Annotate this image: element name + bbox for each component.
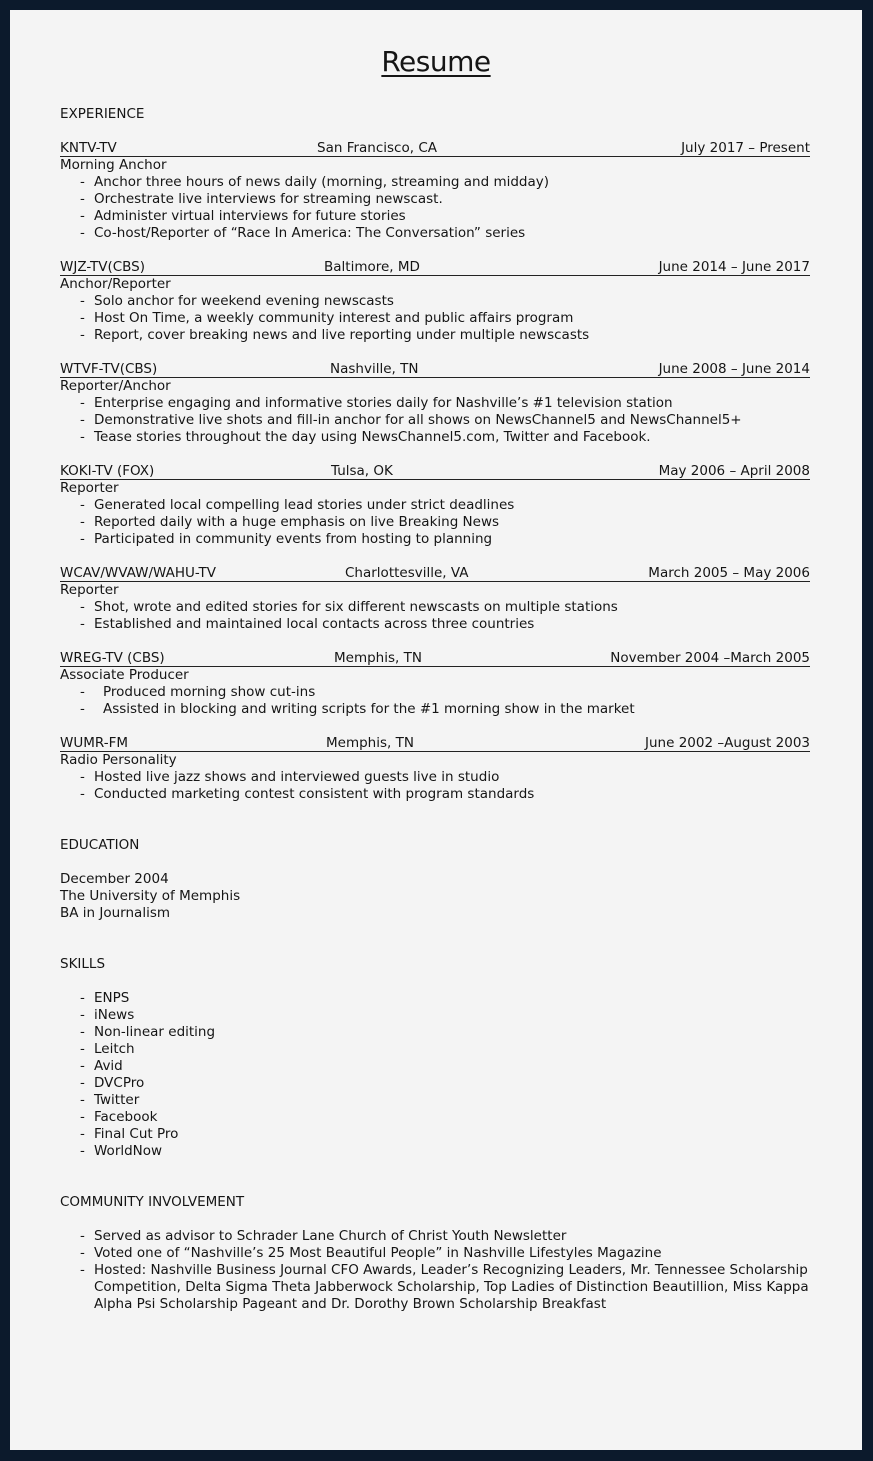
skill-item: - Facebook <box>80 1109 810 1126</box>
job-bullets <box>60 497 810 548</box>
job-entry <box>60 361 810 446</box>
job-header <box>60 565 810 582</box>
page-title: Resume <box>381 45 491 78</box>
list-item: - Report, cover breaking news and live reporting under multiple newscasts <box>80 327 810 344</box>
skill-item: - iNews <box>80 1007 810 1024</box>
job-entry <box>60 259 810 344</box>
list-item: - Conducted marketing contest consistent with program standards <box>80 786 810 803</box>
job-employer: WREG-TV (CBS) <box>60 650 165 666</box>
job-entry <box>60 650 810 718</box>
job-bullets <box>60 293 810 344</box>
job-header <box>60 259 810 276</box>
resume-content <box>60 106 810 1313</box>
job-location: Memphis, TN <box>334 650 422 666</box>
job-role: Anchor/Reporter <box>60 276 171 292</box>
job-header <box>60 463 810 480</box>
job-location: Memphis, TN <box>326 735 414 751</box>
community-item: - Hosted: Nashville Business Journal CFO Awards, Leader’s Recognizing Leaders, Mr. Tennessee Scholarship Competition, Delta Sigma Theta Jabberwock Scholarship, Top Ladies of Distinction Beautillion, Miss Kappa Alpha Psi Scholarship Pageant and Dr. Dorothy Brown Scholarship Breakfast <box>80 1262 810 1313</box>
skill-item: - Avid <box>80 1058 810 1075</box>
list-item: - Co-host/Reporter of “Race In America: The Conversation” series <box>80 225 810 242</box>
job-entry <box>60 565 810 633</box>
job-role: Morning Anchor <box>60 157 167 173</box>
job-entry <box>60 735 810 803</box>
skill-item: - Non-linear editing <box>80 1024 810 1041</box>
job-role: Reporter <box>60 480 119 496</box>
job-entry <box>60 140 810 242</box>
skill-item: - Leitch <box>80 1041 810 1058</box>
job-bullets <box>60 395 810 446</box>
community-item: - Served as advisor to Schrader Lane Church of Christ Youth Newsletter <box>80 1228 810 1245</box>
job-header <box>60 361 810 378</box>
job-location: Charlottesville, VA <box>345 565 469 581</box>
job-header <box>60 650 810 667</box>
list-item: - Established and maintained local contacts across three countries <box>80 616 810 633</box>
job-employer: KOKI-TV (FOX) <box>60 463 155 479</box>
job-location: Nashville, TN <box>330 361 419 377</box>
community-list <box>60 1228 810 1313</box>
job-employer: WJZ-TV(CBS) <box>60 259 146 275</box>
job-role: Reporter/Anchor <box>60 378 171 394</box>
job-role: Associate Producer <box>60 667 189 683</box>
job-employer: WCAV/WVAW/WAHU-TV <box>60 565 217 581</box>
job-dates: July 2017 – Present <box>681 140 810 156</box>
skill-item: - WorldNow <box>80 1143 810 1160</box>
education-heading: EDUCATION <box>60 837 140 853</box>
job-dates: June 2002 –August 2003 <box>645 735 810 751</box>
skills-list <box>60 990 810 1160</box>
experience-list <box>60 140 810 803</box>
education-date: December 2004 <box>60 871 169 887</box>
list-item: - Host On Time, a weekly community interest and public affairs program <box>80 310 810 327</box>
list-item: - Enterprise engaging and informative stories daily for Nashville’s #1 television station <box>80 395 810 412</box>
list-item: - Assisted in blocking and writing scripts for the #1 morning show in the market <box>80 701 810 718</box>
skills-heading: SKILLS <box>60 956 106 972</box>
list-item: - Administer virtual interviews for future stories <box>80 208 810 225</box>
job-bullets <box>60 599 810 633</box>
job-employer: KNTV-TV <box>60 140 117 156</box>
experience-heading: EXPERIENCE <box>60 106 145 122</box>
job-dates: November 2004 –March 2005 <box>610 650 810 666</box>
list-item: - Reported daily with a huge emphasis on live Breaking News <box>80 514 810 531</box>
list-item: - Orchestrate live interviews for streaming newscast. <box>80 191 810 208</box>
job-employer: WTVF-TV(CBS) <box>60 361 158 377</box>
list-item: - Produced morning show cut-ins <box>80 684 810 701</box>
job-location: San Francisco, CA <box>317 140 437 156</box>
skill-item: - Twitter <box>80 1092 810 1109</box>
list-item: - Hosted live jazz shows and interviewed guests live in studio <box>80 769 810 786</box>
job-dates: May 2006 – April 2008 <box>658 463 810 479</box>
list-item: - Demonstrative live shots and fill-in anchor for all shows on NewsChannel5 and NewsChannel5+ <box>80 412 810 429</box>
skill-item: - Final Cut Pro <box>80 1126 810 1143</box>
job-dates: June 2008 – June 2014 <box>658 361 810 377</box>
job-bullets <box>60 684 810 718</box>
job-dates: March 2005 – May 2006 <box>648 565 810 581</box>
list-item: - Tease stories throughout the day using NewsChannel5.com, Twitter and Facebook. <box>80 429 810 446</box>
education-school: The University of Memphis <box>60 888 241 904</box>
education-degree: BA in Journalism <box>60 905 171 921</box>
job-location: Baltimore, MD <box>324 259 420 275</box>
job-location: Tulsa, OK <box>331 463 393 479</box>
list-item: - Participated in community events from hosting to planning <box>80 531 810 548</box>
job-bullets <box>60 769 810 803</box>
community-heading: COMMUNITY INVOLVEMENT <box>60 1194 245 1210</box>
job-role: Reporter <box>60 582 119 598</box>
job-bullets <box>60 174 810 242</box>
list-item: - Shot, wrote and edited stories for six different newscasts on multiple stations <box>80 599 810 616</box>
job-header <box>60 140 810 157</box>
job-header <box>60 735 810 752</box>
list-item: - Generated local compelling lead stories under strict deadlines <box>80 497 810 514</box>
resume-page <box>10 10 862 1450</box>
skill-item: - ENPS <box>80 990 810 1007</box>
community-item: - Voted one of “Nashville’s 25 Most Beautiful People” in Nashville Lifestyles Magazine <box>80 1245 810 1262</box>
list-item: - Solo anchor for weekend evening newscasts <box>80 293 810 310</box>
job-dates: June 2014 – June 2017 <box>658 259 810 275</box>
job-entry <box>60 463 810 548</box>
job-role: Radio Personality <box>60 752 177 768</box>
skill-item: - DVCPro <box>80 1075 810 1092</box>
job-employer: WUMR-FM <box>60 735 128 751</box>
list-item: - Anchor three hours of news daily (morning, streaming and midday) <box>80 174 810 191</box>
